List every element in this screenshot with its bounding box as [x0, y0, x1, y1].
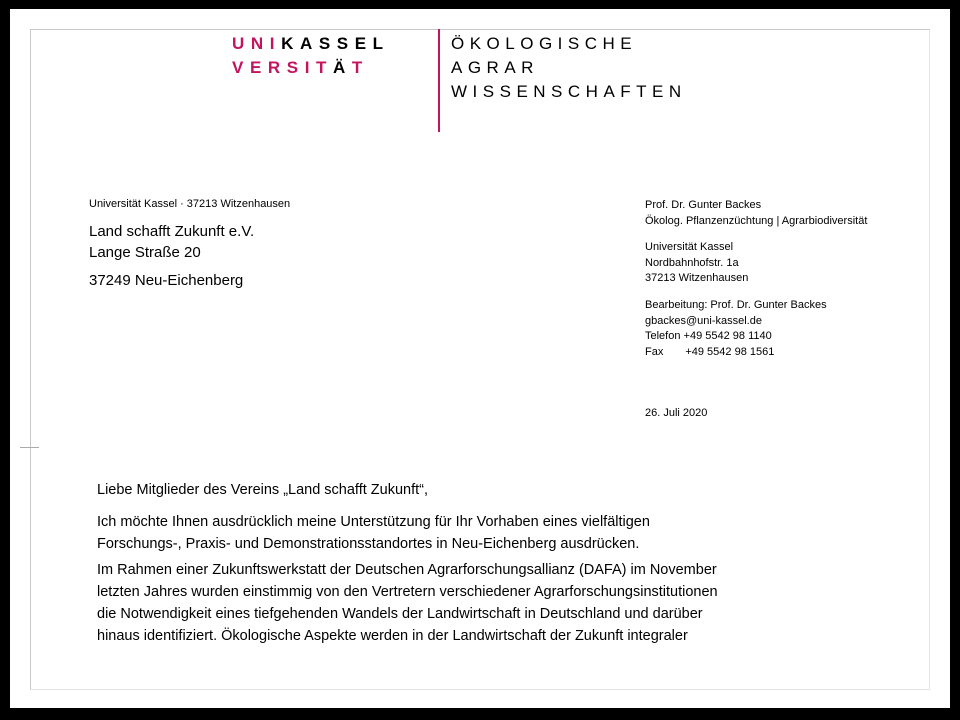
- faculty-name: [451, 32, 687, 104]
- faculty-line-3: WISSENSCHAFTEN: [451, 82, 687, 101]
- letter-date: 26. Juli 2020: [645, 407, 708, 419]
- logo-versit-text: VERSIT: [232, 58, 334, 77]
- info-department: Ökolog. Pflanzenzüchtung | Agrarbiodiversität: [645, 214, 868, 227]
- sender-info-block: [645, 198, 867, 360]
- letter-body: [97, 479, 897, 647]
- paragraph-2: [97, 559, 897, 647]
- paragraph-1: [97, 511, 897, 555]
- fax-label: Fax: [645, 345, 664, 358]
- university-logo: [232, 32, 390, 80]
- salutation: Liebe Mitglieder des Vereins „Land schafft Zukunft“,: [97, 482, 429, 498]
- info-city: 37213 Witzenhausen: [645, 272, 749, 285]
- phone-number: +49 5542 98 1140: [683, 330, 772, 343]
- info-institution: Universität Kassel: [645, 241, 734, 254]
- info-phone-row: [645, 329, 867, 345]
- recipient-name: Land schafft Zukunft e.V.: [89, 223, 255, 240]
- recipient-address: [89, 221, 254, 291]
- logo-umlaut-text: Ä: [333, 58, 352, 77]
- fold-mark: [20, 447, 39, 448]
- info-handler: Bearbeitung: Prof. Dr. Gunter Backes: [645, 298, 827, 311]
- paragraph-line: die Notwendigkeit eines tiefgehenden Wandels der Landwirtschaft in Deutschland und darüber: [97, 606, 703, 622]
- faculty-line-1: ÖKOLOGISCHE: [451, 34, 638, 53]
- logo-uni-text: UNI: [232, 34, 282, 53]
- recipient-street: Lange Straße 20: [89, 244, 201, 261]
- phone-label: Telefon: [645, 330, 681, 343]
- logo-kassel-text: KASSEL: [281, 34, 390, 53]
- info-fax-row: [645, 345, 867, 361]
- faculty-line-2: AGRAR: [451, 58, 539, 77]
- info-street: Nordbahnhofstr. 1a: [645, 256, 739, 269]
- info-email: gbackes@uni-kassel.de: [645, 314, 762, 327]
- recipient-city: 37249 Neu-Eichenberg: [89, 272, 244, 289]
- paragraph-line: letzten Jahres wurden einstimmig von den Vertretern verschiedener Agrarforschungsinstitutionen: [97, 584, 718, 600]
- paragraph-line: Forschungs-, Praxis- und Demonstrationsstandortes in Neu-Eichenberg ausdrücken.: [97, 536, 640, 552]
- logo-t-text: T: [351, 58, 369, 77]
- fax-number: +49 5542 98 1561: [685, 345, 775, 358]
- logo-divider: [438, 29, 440, 132]
- paragraph-line: hinaus identifiziert. Ökologische Aspekte werden in der Landwirtschaft der Zukunft integraler: [97, 628, 688, 644]
- paragraph-line: Ich möchte Ihnen ausdrücklich meine Unterstützung für Ihr Vorhaben eines vielfältigen: [97, 514, 650, 530]
- paragraph-line: Im Rahmen einer Zukunftswerkstatt der Deutschen Agrarforschungsallianz (DAFA) im November: [97, 562, 717, 578]
- info-person: Prof. Dr. Gunter Backes: [645, 199, 762, 211]
- sender-return-address: Universität Kassel · 37213 Witzenhausen: [89, 198, 291, 210]
